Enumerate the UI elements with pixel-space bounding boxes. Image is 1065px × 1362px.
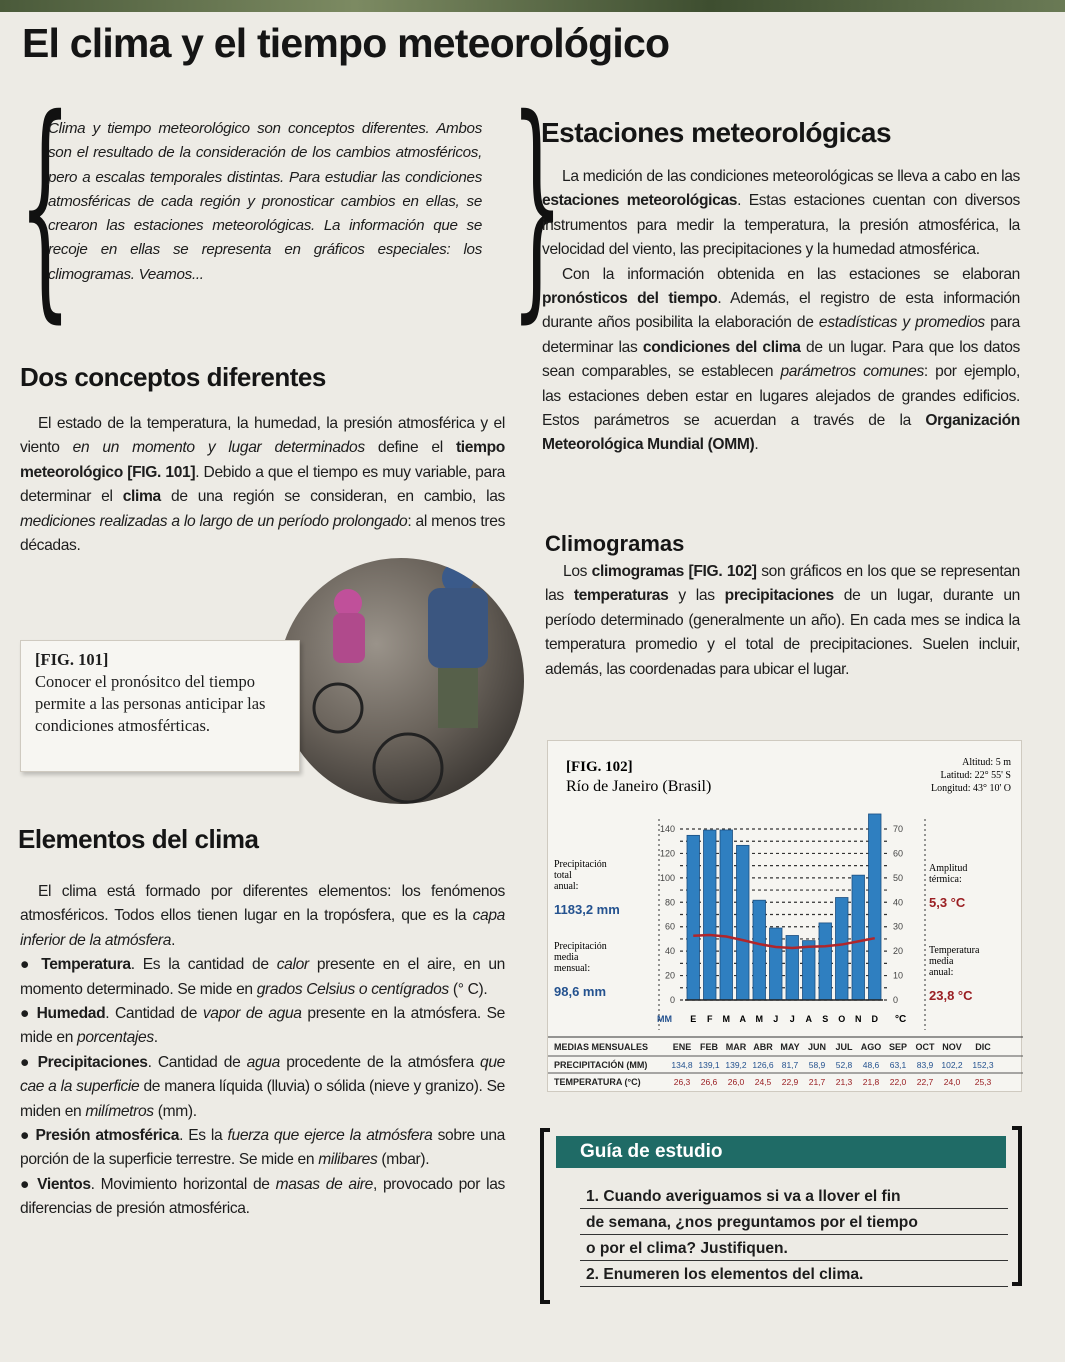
cyclists-illustration [278,558,524,804]
precip-bar [704,830,717,1000]
y-left-tick: 40 [664,946,675,957]
x-tick: S [822,1014,829,1024]
text-segment: Temperatura [41,956,131,974]
bullet-icon: ● [20,1005,37,1023]
text-segment: climogramas [FIG. 102] [591,563,757,580]
x-tick: J [773,1014,779,1024]
temp-stat-label: Amplitud [929,863,968,874]
precip-stat-value: 1183,2 mm [554,902,620,917]
y-left-tick: 120 [659,848,675,859]
elementos-section [20,880,505,1222]
text-segment: son gráficos en los que se representan las [545,563,1020,605]
guide-question-1-cont: de semana, ¿nos preguntamos por el tiempo [586,1214,918,1231]
text-segment: . [153,1029,158,1047]
precip-bar [720,830,733,1000]
text-segment: sobre una porción de la superficie terrestre. Se mide en [20,1127,505,1169]
table-cell: 48,6 [862,1060,880,1070]
elements-list [20,953,505,1221]
heading-elementos: Elementos del clima [18,824,259,854]
text-segment: . Además, el registro de esta información durante años posibilita la elaboración de [542,290,1020,332]
fig-101-label: [FIG. 101] [35,650,109,669]
text-segment: Los [563,563,592,580]
text-segment: presente en la atmósfera. Se mide en [20,1005,505,1047]
guide-line-3 [580,1236,1008,1261]
fig-101-text: Conocer el pronósitco del tiempo permite a las personas anticipar las condiciones atmosférticas. [35,672,266,735]
climograph-svg [548,741,1023,1093]
table-cell: 21,3 [835,1077,853,1087]
table-header-cell: SEP [888,1042,908,1052]
text-segment: clima [122,488,161,506]
table-cell: 52,8 [835,1060,853,1070]
x-tick: F [707,1014,713,1024]
precip-stat-value: 98,6 mm [554,984,607,999]
y-left-unit: MM [657,1014,672,1024]
precip-bar [852,875,865,1000]
text-segment: . Cantidad de [105,1005,203,1023]
text-segment: agua [246,1053,280,1071]
temp-stat-value: 23,8 °C [929,988,973,1003]
chart-meta: Longitud: 43° 10' O [931,783,1011,794]
heading-estaciones: Estaciones meteorológicas [541,117,892,148]
x-tick: M [722,1014,730,1024]
precip-stat-label: Precipitación [554,941,607,952]
text-segment: masas de aire [275,1175,373,1193]
table-cell: 83,9 [916,1060,934,1070]
guide-question-1-end: o por el clima? Justifiquen. [586,1240,788,1257]
precip-bar [687,835,700,1000]
y-right-tick: 60 [893,848,904,859]
precip-stat-label: total [554,870,572,881]
text-segment: condiciones del clima [642,338,801,356]
table-cell: 26,3 [673,1077,691,1087]
paragraph-climogramas [545,560,1020,682]
precip-stat-label: mensual: [554,963,591,974]
table-header-cell: MAY [780,1042,800,1052]
text-segment: La medición de las condiciones meteorológicas se lleva a cabo en las [562,168,1020,185]
table-header-cell: FEB [700,1042,718,1052]
text-segment: parámetros comunes [780,363,924,381]
text-segment: de un lugar. Para que los datos sean comparables, se establecen [542,338,1020,381]
table-cell: 22,0 [889,1077,907,1087]
paragraph-elementos [20,880,505,953]
chart-title: Río de Janeiro (Brasil) [566,778,712,795]
text-segment: milímetros [85,1102,154,1120]
text-segment: de una región se consideran, en cambio, las [160,488,505,506]
text-segment: . Es la [179,1127,228,1145]
text-segment: . Debido a que el tiempo es muy variable, para determinar el [20,463,505,506]
text-segment: que cae a la superficie [20,1053,505,1096]
text-segment: Presión atmosférica [35,1127,180,1145]
precip-bar [819,923,832,1000]
table-header-cell: OCT [915,1042,935,1052]
chart-meta: Altitud: 5 m [962,757,1011,768]
table-header-cell: JUN [807,1042,827,1052]
table-cell: 22,9 [781,1077,799,1087]
temp-stat-label: térmica: [929,874,962,885]
y-left-tick: 80 [664,897,675,908]
x-tick: O [838,1014,846,1024]
y-right-tick: 30 [893,921,904,932]
table-header-cell: NOV [942,1042,962,1052]
text-segment: (° C). [448,980,488,998]
text-segment: para determinar las [542,314,1020,356]
text-segment: Precipitaciones [37,1053,148,1071]
precip-stat-label: media [554,952,579,963]
table-cell: 102,2 [941,1060,963,1070]
x-tick: J [789,1014,795,1024]
x-tick: A [805,1014,812,1024]
text-segment: y las [668,587,725,605]
text-segment: grados Celsius o centígrados [256,980,449,998]
heading-climogramas: Climogramas [545,531,685,556]
precip-stat-label: anual: [554,881,579,892]
table-cell: 26,6 [700,1077,718,1087]
text-segment: (mbar). [377,1151,430,1169]
precip-bar [737,845,750,1000]
element-bullet [20,1051,505,1124]
table-cell: 22,7 [916,1077,934,1087]
temp-stat-value: 5,3 °C [929,895,966,910]
paragraph-estaciones-1 [542,165,1020,263]
guide-line-4 [580,1262,1008,1287]
element-bullet [20,1173,505,1222]
text-segment: mediciones realizadas a lo largo de un período prolongado [20,512,408,530]
paragraph-conceptos [20,412,505,558]
y-right-unit: °C [895,1014,907,1025]
y-left-tick: 20 [664,970,675,981]
text-segment: tiempo meteorológico [FIG. 101] [20,439,505,481]
table-cell: 26,0 [727,1077,745,1087]
bullet-icon: ● [20,1175,38,1193]
element-bullet [20,1124,505,1173]
y-right-tick: 50 [893,872,904,883]
y-right-tick: 20 [893,946,904,957]
text-segment: . Es la cantidad de [130,956,277,974]
bullet-icon: ● [20,1127,36,1145]
temp-stat-label: media [929,956,954,967]
x-tick: N [855,1014,862,1024]
guide-question-1: 1. Cuando averiguamos si va a llover el fin [586,1188,901,1205]
text-segment: Organización Meteorológica Mundial (OMM) [542,412,1020,454]
text-segment: estaciones meteorológicas [542,192,738,210]
text-segment: de manera líquida (lluvia) o sólida (nieve y granizo). Se miden en [20,1078,505,1120]
text-segment: , provocado por las diferencias de presión atmosférica. [20,1175,505,1218]
table-cell: 24,5 [754,1077,772,1087]
y-left-tick: 100 [659,872,675,883]
element-bullet [20,953,505,1002]
top-photo-strip [0,0,1065,12]
table-cell: 134,8 [671,1060,693,1070]
text-segment: pronósticos del tiempo [542,290,718,308]
chart-meta: Latitud: 22° 55' S [940,770,1011,781]
x-tick: A [739,1014,746,1024]
text-segment: estadísticas y promedios [818,314,985,332]
precip-bar [869,814,882,1000]
temp-stat-label: anual: [929,967,954,978]
left-brace: { [18,68,72,343]
table-cell: 21,8 [862,1077,880,1087]
table-cell: 126,6 [752,1060,774,1070]
table-cell: 25,3 [974,1077,992,1087]
text-segment: temperaturas [573,587,669,605]
y-left-tick: 0 [669,995,675,1005]
text-segment: . Movimiento horizontal de [90,1175,276,1193]
text-segment: en un momento y lugar determinados [72,439,365,457]
text-segment: de un lugar, durante un período determinado (generalmente un año). En cada mes se indica la temperatura promedio y el total de precipitaciones. Suelen incluir, además, las coordenadas para ubicar el lugar. [545,587,1020,678]
intro-text: Clima y tiempo meteorológico son conceptos diferentes. Ambos son el resultado de la consideración de los cambios atmosféricos, pero a escalas temporales distintas. Para estudiar las condiciones atmosféricas de cada región y pronosticar cambios en ellas, se crearon las estaciones meteorológicas. La información que se recoje en ellas se representa en gráficos especiales: los climogramas. Veamos... [48,120,482,283]
text-segment: El estado de la temperatura, la humedad, la presión atmosférica y el viento [20,415,505,457]
table-header-cell: AGO [860,1042,882,1052]
estaciones-section [542,165,1020,458]
table-cell: 81,7 [781,1060,799,1070]
table-cell: 152,3 [972,1060,994,1070]
text-segment: calor [276,956,309,974]
text-segment: . Estas estaciones cuentan con diversos instrumentos para medir la temperatura, la presión atmosférica, la velocidad del viento, las precipitaciones y la humedad atmosférica. [542,192,1020,259]
text-segment: define el [364,439,456,457]
y-right-tick: 40 [893,897,904,908]
guide-question-2: 2. Enumeren los elementos del clima. [586,1266,864,1283]
right-brace: } [510,68,564,343]
text-segment: . Cantidad de [147,1053,247,1071]
text-segment: Con la información obtenida en las estaciones se elaboran [562,265,1020,283]
text-segment: milibares [318,1151,378,1169]
text-segment: . [171,931,176,949]
guide-header: Guía de estudio [556,1136,1006,1168]
table-cell: 63,1 [889,1060,907,1070]
table-header-cell: DIC [975,1042,991,1052]
table-cell: 21,7 [808,1077,826,1087]
y-right-tick: 10 [893,970,904,981]
precip-bar [836,898,849,1000]
element-bullet [20,1002,505,1051]
text-segment: . [754,436,759,454]
fig-102-climograph [547,740,1022,1092]
text-segment: vapor de agua [202,1005,302,1023]
guide-line-2 [580,1210,1008,1235]
table-cell: 24,0 [943,1077,961,1087]
fig-101-caption [20,640,300,772]
table-header-cell: MAR [725,1042,747,1052]
cyclists-photo [278,558,524,804]
bullet-icon: ● [20,1053,38,1071]
text-segment: El clima está formado por diferentes elementos: los fenómenos atmosféricos. Todos ellos tienen lugar en la tropósfera, que es la [20,883,505,925]
text-segment: precipitaciones [724,587,834,605]
fig-102-label: [FIG. 102] [566,759,633,775]
text-segment: fuerza que ejerce la atmósfera [227,1127,433,1145]
table-cell: 139,1 [698,1060,720,1070]
precip-bar [770,928,783,1000]
guide-left-bracket [540,1128,550,1304]
precip-stat-label: Precipitación [554,859,607,870]
study-guide [540,1126,1022,1306]
table-cell: PRECIPITACIÓN (MM) [554,1060,648,1070]
y-left-tick: 140 [659,824,675,834]
text-segment: porcentajes [77,1029,154,1047]
precip-bar [786,936,799,1000]
y-left-tick: 60 [664,921,675,932]
text-segment: : al menos tres décadas. [20,512,506,555]
guide-right-bracket [1012,1126,1022,1286]
paragraph-estaciones-2 [542,263,1020,458]
text-segment: Humedad [36,1005,106,1023]
text-segment: capa inferior de la atmósfera [20,907,505,949]
precip-bar [803,941,816,1000]
text-segment: procedente de la atmósfera [279,1053,481,1071]
text-segment: : por ejemplo, las estaciones deben estar en lugares alejados de grandes edificios. Estos parámetros se acuerdan a través de la [542,363,1020,430]
table-header-cell: JUL [835,1042,853,1052]
heading-dos-conceptos: Dos conceptos diferentes [20,362,326,392]
text-segment: (mm). [153,1102,197,1120]
table-cell: 139,2 [725,1060,747,1070]
x-tick: D [871,1014,878,1024]
table-header-cell: MEDIAS MENSUALES [554,1042,649,1052]
table-cell: 58,9 [808,1060,826,1070]
bullet-icon: ● [20,956,42,974]
table-cell: TEMPERATURA (°C) [554,1077,641,1087]
x-tick: M [755,1014,763,1024]
page-title: El clima y el tiempo meteorológico [22,20,670,66]
y-right-tick: 70 [893,824,904,834]
text-segment: presente en el aire, en un momento determinado. Se mide en [20,956,505,998]
x-tick: E [690,1014,697,1024]
temp-stat-label: Temperatura [929,945,980,956]
y-right-tick: 0 [893,995,899,1005]
guide-line-1 [580,1184,1008,1209]
table-header-cell: ABR [753,1042,773,1052]
precip-bar [753,900,766,1000]
table-header-cell: ENE [672,1042,692,1052]
text-segment: Vientos [37,1175,91,1193]
